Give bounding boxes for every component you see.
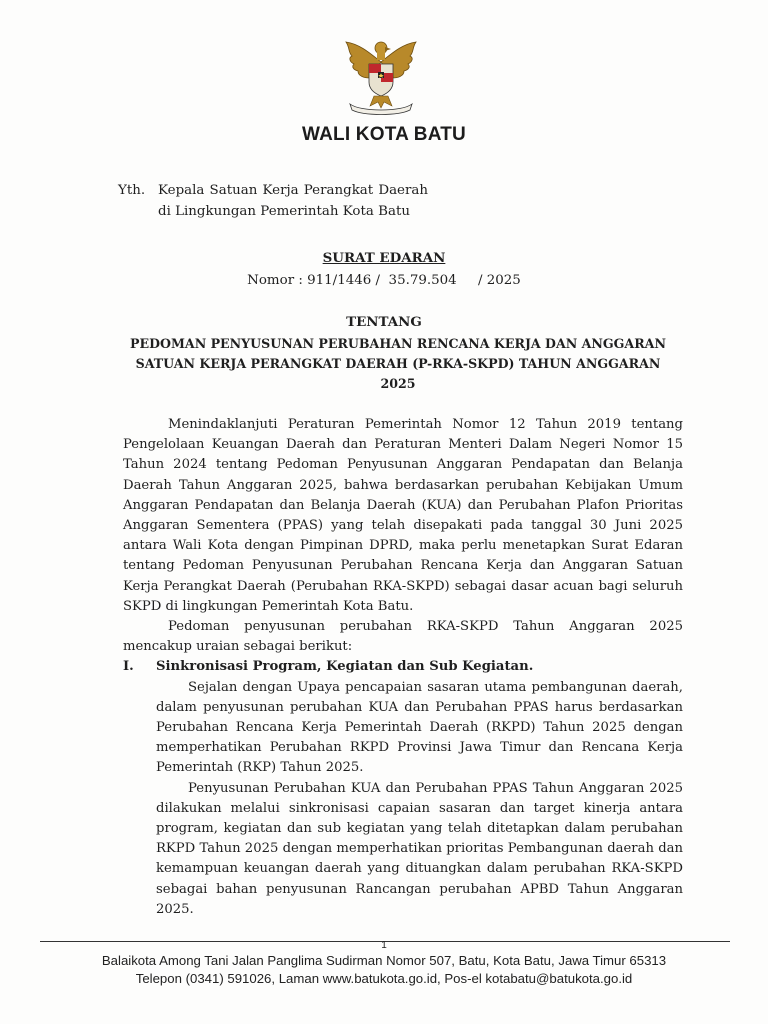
letter-number: Nomor : 911/1446 / 35.79.504 / 2025 [247,273,521,288]
section-number: I. [123,659,134,675]
issuer-title: WALI KOTA BATU [302,124,466,145]
recipient: Kepala Satuan Kerja Perangkat Daerah di Lingkungan Pemerintah Kota Batu [158,183,428,219]
body-paragraph: Menindaklanjuti Peraturan Pemerintah Nomor 12 Tahun 2019 tentang Pengelolaan Keuangan Daerah dan Peraturan Menteri Dalam Negeri Nomor 15 Tahun 2024 tentang Pedoman Penyusunan Anggaran Pendapatan dan Belanja Daerah Tahun Anggaran 2025, bahwa berdasarkan perubahan Kebijakan Umum Anggaran Pendapatan dan Belanja Daerah (KUA) dan Perubahan Plafon Prioritas Anggaran Sementera (PPAS) yang telah disepakati pada tanggal 30 Juni 2025 antara Wali Kota dengan Pimpinan DPRD, maka perlu menetapkan Surat Edaran tentang Pedoman Penyusunan Perubahan Rencana Kerja dan Anggaran Satuan Kerja Perangkat Daerah (Perubahan RKA-SKPD) sebagai dasar acuan bagi seluruh SKPD di lingkungan Pemerintah Kota Batu. [123,417,683,614]
footer-address: Balaikota Among Tani Jalan Panglima Sudirman Nomor 507, Batu, Kota Batu, Jawa Timur 65313 [101,953,667,968]
section-title: Sinkronisasi Program, Kegiatan dan Sub Kegiatan. [156,659,534,675]
letter-about: TENTANG [346,314,422,330]
body-paragraph: Pedoman penyusunan perubahan RKA-SKPD Tahun Anggaran 2025 mencakup uraian sebagai berikut: [123,619,683,655]
section-content [156,678,683,920]
section-paragraph: Penyusunan Perubahan KUA dan Perubahan PPAS Tahun Anggaran 2025 dilakukan melalui sinkronisasi capaian sasaran dan target kinerja antara program, kegiatan dan sub kegiatan yang telah ditetapkan dalam perubahan RKPD Tahun 2025 dengan memperhatikan prioritas Pembangunan daerah dan kemampuan keuangan daerah yang dituangkan dalam perubahan RKA-SKPD sebagai bahan penyusunan Rancangan perubahan APBD Tahun Anggaran 2025. [156,780,683,917]
garuda-pancasila-emblem-icon [336,32,426,116]
letter-title: SURAT EDARAN [322,250,446,266]
addressee-block [118,181,428,222]
subject-line: SATUAN KERJA PERANGKAT DAERAH (P-RKA-SKPD) TAHUN ANGGARAN [135,356,661,371]
footer-block [0,952,768,988]
subject-line: 2025 [380,376,416,391]
section-heading [123,657,683,677]
letter-subject [128,334,668,394]
page-number: 1 [381,940,387,951]
subject-line: PEDOMAN PENYUSUNAN PERUBAHAN RENCANA KERJA DAN ANGGARAN [130,336,666,351]
salutation: Yth. [118,183,146,198]
footer-contact: Telepon (0341) 591026, Laman www.batukota.go.id, Pos-el kotabatu@batukota.go.id [135,971,633,986]
letter-body [123,415,683,920]
section-paragraph: Sejalan dengan Upaya pencapaian sasaran utama pembangunan daerah, dalam penyusunan perubahan KUA dan Perubahan PPAS harus berdasarkan Perubahan Rencana Kerja Pemerintah Daerah (RKPD) Tahun 2025 dengan memperhatikan Perubahan RKPD Provinsi Jawa Timur dan Rencana Kerja Pemerintah (RKP) Tahun 2025. [156,679,683,776]
